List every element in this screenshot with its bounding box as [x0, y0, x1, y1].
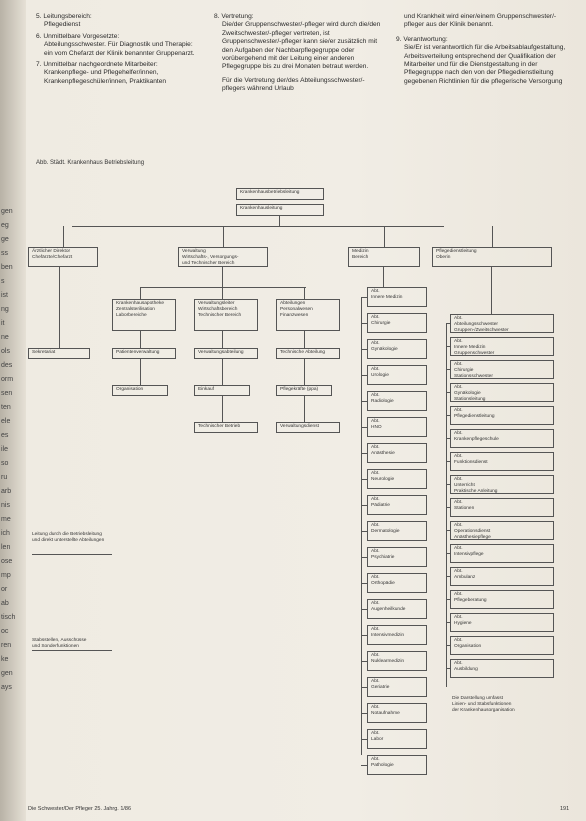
spine-text-fragment: orm: [1, 376, 14, 383]
level2-box: [432, 247, 552, 267]
spine-text-fragment: ile: [1, 446, 9, 453]
box-text: Krankenhausapotheke: [116, 301, 165, 306]
box-text: HNO: [371, 425, 382, 430]
box-text: Zentralsterilisation: [116, 307, 155, 312]
clinic-department-box: [367, 651, 427, 671]
spine-text-fragment: ge: [1, 236, 9, 243]
box-text: Labor: [371, 737, 384, 742]
note-line: und Sonderfunktionen: [32, 644, 79, 649]
list-item: [36, 33, 196, 58]
nursing-unit-box: [450, 590, 554, 609]
row-c-box: [276, 422, 340, 433]
level3-box: [194, 299, 258, 331]
box-text: Abteilungsschwester: [454, 322, 498, 327]
box-text: Abt.: [454, 569, 463, 574]
box-text: Neurologie: [371, 477, 395, 482]
clinic-department-box: [367, 521, 427, 541]
box-text: Ausbildung: [454, 667, 478, 672]
box-text: Abt.: [371, 393, 380, 398]
connector-line: [492, 226, 493, 247]
note-line: Leitung durch die Betriebsleitung: [32, 532, 102, 537]
box-text: Abt.: [371, 575, 380, 580]
box-text: Pflegekräfte (ppa): [280, 387, 319, 392]
item-text: Sie/Er ist verantwortlich für die Arbeitsablaufgestaltung, Arbeitsverteilung entsprechend der Qualifikation der Mitarbeiter und für die Dienstgestaltung in der Pflegegruppe nach den von der Pflegedienstleitung gegebenen Richtlinien für die pflegerische Versorgung: [404, 44, 566, 85]
box-text: Pathologie: [371, 763, 394, 768]
nursing-unit-box: [450, 314, 554, 333]
box-text: Pflegedienstleitung: [436, 249, 477, 254]
clinic-department-box: [367, 547, 427, 567]
box-text: Abt.: [454, 638, 463, 643]
box-text: Krankenhausbetriebsleitung: [240, 190, 300, 195]
box-text: Abt.: [371, 653, 380, 658]
note-line: Die Darstellung umfasst: [452, 696, 503, 701]
spine-text-fragment: ke: [1, 656, 9, 663]
spine-text-fragment: ten: [1, 404, 11, 411]
connector-line: [304, 331, 305, 348]
spine-text-fragment: ben: [1, 264, 13, 271]
clinic-department-box: [367, 469, 427, 489]
spine-text-fragment: ich: [1, 530, 10, 537]
box-text: Intensivpflege: [454, 552, 484, 557]
box-text: Chefärzte/Chefarzt: [32, 255, 73, 260]
box-text: Intensivmedizin: [371, 633, 405, 638]
box-text: Abt.: [454, 431, 463, 436]
clinic-department-box: [367, 339, 427, 359]
box-text: Abt.: [371, 419, 380, 424]
box-text: Abteilungen: [280, 301, 306, 306]
spine-text-fragment: gen: [1, 670, 13, 677]
box-text: Funktionsdienst: [454, 460, 488, 465]
list-item: [36, 61, 196, 86]
box-text: Abt.: [371, 549, 380, 554]
box-text: und Technischer Bereich: [182, 261, 235, 266]
box-text: Operationsdienst: [454, 529, 491, 534]
footer-journal: Die Schwester/Der Pfleger 25. Jahrg. 1/86: [28, 806, 132, 812]
box-text: Medizin: [352, 249, 369, 254]
box-text: Abt.: [371, 523, 380, 528]
top-box-krankenhausleitung: [236, 204, 324, 216]
row-c-box: [194, 422, 258, 433]
box-text: Anästhesiepflege: [454, 535, 491, 540]
clinic-department-box: [367, 599, 427, 619]
nursing-unit-box: [450, 498, 554, 517]
row-a-box: [276, 348, 340, 359]
box-text: Urologie: [371, 373, 389, 378]
nursing-unit-box: [450, 383, 554, 402]
box-text: Abt.: [371, 315, 380, 320]
clinic-department-box: [367, 313, 427, 333]
box-text: Orthopädie: [371, 581, 395, 586]
box-text: Abt.: [454, 523, 463, 528]
item-label: 5. Leitungsbereich:: [36, 13, 92, 20]
clinic-department-box: [367, 417, 427, 437]
clinic-connector: [383, 267, 384, 287]
box-text: Stationsleitung: [454, 397, 486, 402]
row-b-box: [194, 385, 250, 396]
box-text: Abt.: [371, 679, 380, 684]
box-text: Abt.: [454, 385, 463, 390]
spine-text-fragment: ele: [1, 418, 11, 425]
box-text: Praktische Anleitung: [454, 489, 498, 494]
level2-box: [28, 247, 98, 267]
box-text: Laborbereiche: [116, 313, 147, 318]
paragraph: Für die Vertretung der/des Abteilungsschwester/-pflegers während Urlaub: [222, 76, 365, 93]
box-text: Abt.: [371, 705, 380, 710]
connector-line: [223, 226, 224, 247]
level3-box: [112, 299, 176, 331]
clinic-department-box: [367, 703, 427, 723]
box-text: Abt.: [371, 497, 380, 502]
box-text: Chirurgie: [371, 321, 391, 326]
spine-text-fragment: or: [1, 586, 8, 593]
spine-text-fragment: nis: [1, 502, 10, 509]
spine-text-fragment: ru: [1, 474, 8, 481]
clinic-department-box: [367, 729, 427, 749]
item-label: 8. Vertretung:: [214, 13, 254, 20]
box-text: Abt.: [371, 445, 380, 450]
spine-text-fragment: arb: [1, 488, 12, 495]
connector-line: [304, 396, 305, 422]
spine-text-fragment: ng: [1, 306, 9, 313]
nursing-unit-box: [450, 636, 554, 655]
spine-text-fragment: gen: [1, 208, 13, 215]
box-text: Stationen: [454, 506, 475, 511]
box-text: Chirurgie: [454, 368, 474, 373]
sekretariat-connector: [59, 267, 60, 348]
connector-line: [222, 396, 223, 422]
spine-text-fragment: tisch: [1, 614, 16, 621]
box-text: Verwaltungsabteilung: [198, 350, 244, 355]
box-text: Wirtschaftsbereich: [198, 307, 238, 312]
clinic-spine-line: [361, 297, 362, 755]
spine-text-fragment: eg: [1, 222, 9, 229]
legend-note-2: [32, 638, 86, 650]
spine-text-fragment: ist: [1, 292, 8, 299]
spine-text-fragment: me: [1, 516, 11, 523]
spine-text-fragment: so: [1, 460, 9, 467]
box-text: Ärztlicher Direktor: [32, 249, 71, 254]
spine-text-fragment: ne: [1, 334, 9, 341]
connector-line: [222, 331, 223, 348]
connector-line: [304, 287, 305, 299]
row-b-box: [276, 385, 332, 396]
box-text: Abt.: [454, 408, 463, 413]
box-text: Notaufnahme: [371, 711, 400, 716]
clinic-department-box: [367, 625, 427, 645]
figure-caption: Abb. Städt. Krankenhaus Betriebsleitung: [36, 160, 145, 166]
connector-line: [304, 359, 305, 385]
box-text: Abt.: [454, 661, 463, 666]
list-item: [36, 13, 196, 30]
item-label: 6. Unmittelbare Vorgesetzte:: [36, 32, 120, 40]
spine-text-fragment: ab: [1, 600, 9, 607]
box-text: Stationsschwester: [454, 374, 493, 379]
spine-text-fragment: ays: [1, 684, 12, 691]
spine-text-fragment: it: [1, 320, 5, 327]
connector-line: [222, 287, 223, 299]
spine-text-fragment: des: [1, 362, 13, 369]
item-label: 9. Verantwortung:: [396, 35, 448, 43]
box-text: Gruppenschwester: [454, 351, 495, 356]
spine-text-fragment: ren: [1, 642, 12, 649]
spine-text-fragment: es: [1, 432, 9, 439]
nursing-unit-box: [450, 337, 554, 356]
clinic-department-box: [367, 573, 427, 593]
row-a-box: [194, 348, 258, 359]
box-text: Pädiatrie: [371, 503, 390, 508]
clinic-department-box: [367, 391, 427, 411]
box-text: Patientenverwaltung: [116, 350, 160, 355]
box-text: Gruppen-/Zweitschwester: [454, 328, 509, 333]
box-text: Sekretariat: [32, 350, 56, 355]
nursing-unit-box: [450, 521, 554, 540]
box-text: Abt.: [371, 471, 380, 476]
box-text: Abt.: [454, 500, 463, 505]
spine-text-fragment: ss: [1, 250, 8, 257]
nursing-unit-box: [450, 452, 554, 471]
box-text: Gynäkologie: [371, 347, 398, 352]
note-line: und direkt unterstellte Abteilungen: [32, 538, 105, 543]
box-text: Nuklearmedizin: [371, 659, 405, 664]
clinic-department-box: [367, 287, 427, 307]
box-text: Unterricht: [454, 483, 475, 488]
item-text: Die/der Gruppenschwester/-pfleger wird durch die/den Zweitschwester/-pfleger vertreten, ist Gruppenschwester/-pfleger kann sie/er zusätzlich mit den Aufgaben der Nachbarpflegegruppe oder vorübergehend mit der Leitung einer anderen Pflegegruppe bis zu drei Monaten betraut werden.: [222, 21, 381, 71]
row-a-box: [28, 348, 90, 359]
connector-line: [63, 226, 64, 247]
item-text: Krankenpflege- und Pflegehelfer/innen, Krankenpflegeschüler/innen, Praktikanten: [44, 69, 167, 85]
list-item: [396, 36, 566, 86]
box-text: Abt.: [371, 341, 380, 346]
top-box-betriebsleitung: [236, 188, 324, 200]
box-text: Innere Medizin: [454, 345, 486, 350]
clinic-department-box: [367, 677, 427, 697]
box-text: Hygiene: [454, 621, 472, 626]
box-text: Abt.: [454, 615, 463, 620]
box-text: Einkauf: [198, 387, 214, 392]
box-text: Personalwesen: [280, 307, 313, 312]
item-text: Abteilungsschwester. Für Diagnostik und Therapie: ein vom Chefarzt der Klinik benannter Gruppenarzt.: [44, 41, 195, 57]
list-item: [214, 13, 384, 72]
box-text: Psychiatrie: [371, 555, 395, 560]
spine-text-fragment: ols: [1, 348, 10, 355]
legend-note-3: [452, 696, 515, 714]
box-text: Technischer Betrieb: [198, 424, 241, 429]
row-a-box: [112, 348, 176, 359]
spine-text-fragment: oc: [1, 628, 9, 635]
nursing-unit-box: [450, 659, 554, 678]
nursing-connector: [491, 267, 492, 314]
item-text: Pflegedienst: [44, 21, 81, 29]
level3-box: [276, 299, 340, 331]
connector-line: [384, 226, 385, 247]
level2-box: [178, 247, 268, 267]
box-text: Abt.: [371, 757, 380, 762]
text-column-3: [396, 13, 566, 86]
clinic-department-box: [367, 495, 427, 515]
note-line: der Krankenhausorganisation: [452, 708, 515, 713]
box-text: Verwaltungsdienst: [280, 424, 319, 429]
box-text: Abt.: [371, 289, 380, 294]
horizontal-bus-top: [72, 226, 444, 227]
box-text: Abt.: [371, 627, 380, 632]
box-text: Organisation: [116, 387, 144, 392]
spine-text-fragment: ose: [1, 558, 13, 565]
nursing-unit-box: [450, 475, 554, 494]
box-text: Abt.: [454, 477, 463, 482]
connector-line: [140, 359, 141, 385]
nursing-unit-box: [450, 429, 554, 448]
box-text: Abt.: [454, 546, 463, 551]
box-text: Dermatologie: [371, 529, 400, 534]
text-column-2: [214, 13, 384, 94]
note-line: Stabsstellen, Ausschüsse: [32, 638, 87, 643]
box-text: Abt.: [454, 362, 463, 367]
box-text: Pflegedienstleitung: [454, 414, 495, 419]
legend-line-2: [32, 650, 112, 651]
box-text: Oberin: [436, 255, 451, 260]
box-text: Anästhesie: [371, 451, 395, 456]
spine-text-fragment: sen: [1, 390, 13, 397]
connector-line: [222, 267, 223, 287]
nursing-unit-box: [450, 360, 554, 379]
connector-line: [279, 216, 280, 226]
connector-line: [140, 331, 141, 348]
box-text: Abt.: [371, 367, 380, 372]
legend-note-1: [32, 532, 104, 544]
box-text: Abt.: [454, 592, 463, 597]
item-label: 7. Unmittelbar nachgeordnete Mitarbeiter:: [36, 61, 158, 69]
box-text: Abt.: [371, 731, 380, 736]
box-text: Technischer Bereich: [198, 313, 242, 318]
box-text: Verwaltung: [182, 249, 206, 254]
box-text: Bereich: [352, 255, 369, 260]
nursing-unit-box: [450, 613, 554, 632]
box-text: Wirtschafts-, Versorgungs-: [182, 255, 239, 260]
nursing-unit-box: [450, 406, 554, 425]
spine-text-fragment: s: [1, 278, 5, 285]
box-text: Geriatrie: [371, 685, 390, 690]
box-text: Technische Abteilung: [280, 350, 326, 355]
text-column-1: [36, 13, 196, 86]
connector-line: [140, 287, 141, 299]
level2-box: [348, 247, 420, 267]
nursing-unit-box: [450, 544, 554, 563]
connector-line: [222, 359, 223, 385]
box-text: Ambulanz: [454, 575, 476, 580]
box-text: Abt.: [454, 316, 463, 321]
level3-bus: [140, 287, 306, 288]
footer-page-number: 191: [560, 806, 570, 812]
box-text: Augenheilkunde: [371, 607, 406, 612]
clinic-department-box: [367, 365, 427, 385]
nursing-unit-box: [450, 567, 554, 586]
box-text: Pflegeberatung: [454, 598, 487, 603]
row-b-box: [112, 385, 168, 396]
legend-line-1: [32, 554, 112, 555]
box-text: Finanzwesen: [280, 313, 309, 318]
box-text: Gynäkologie: [454, 391, 481, 396]
box-text: Organisation: [454, 644, 482, 649]
note-line: Linien- und Stabsfunktionen: [452, 702, 512, 707]
nursing-spine-line: [446, 323, 447, 687]
box-text: Innere Medizin: [371, 295, 403, 300]
box-text: Abt.: [454, 454, 463, 459]
clinic-department-box: [367, 755, 427, 775]
box-text: Verwaltungsleiter: [198, 301, 235, 306]
box-text: Abt.: [371, 601, 380, 606]
box-text: Krankenpflegeschule: [454, 437, 499, 442]
spine-text-fragment: mp: [1, 572, 11, 579]
box-text: Abt.: [454, 339, 463, 344]
box-text: Krankenhausleitung: [240, 206, 283, 211]
clinic-department-box: [367, 443, 427, 463]
box-text: Radiologie: [371, 399, 394, 404]
spine-text-fragment: len: [1, 544, 11, 551]
paragraph: und Krankheit wird einer/einem Gruppenschwester/-pfleger aus der Klinik benannt.: [404, 13, 557, 29]
